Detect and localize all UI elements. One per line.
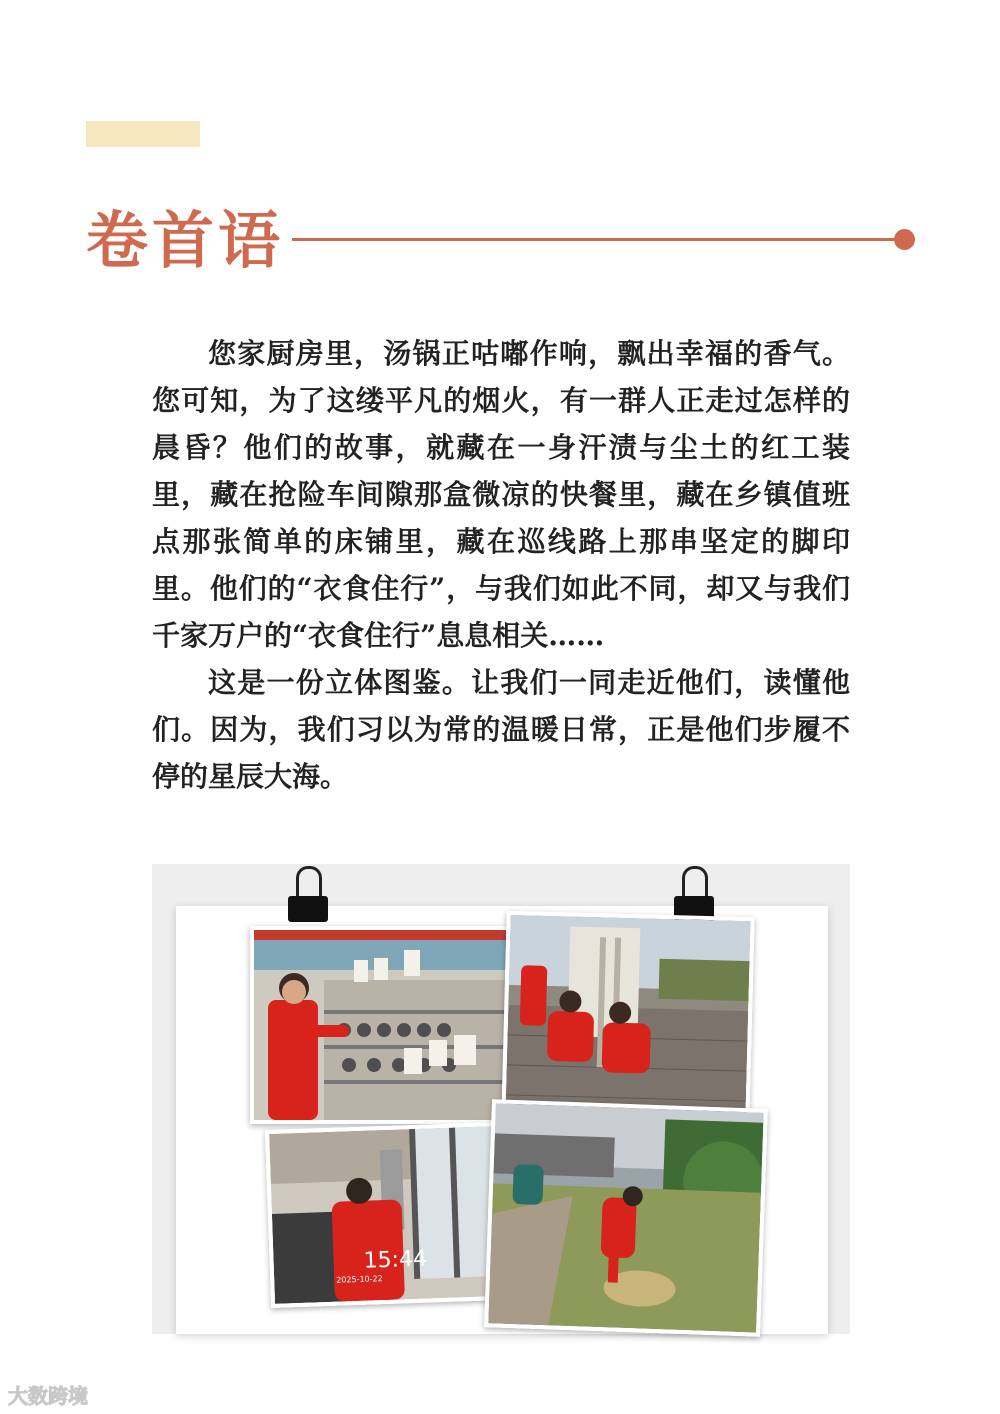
- photo-outdoor-repair: [501, 911, 754, 1125]
- accent-bar: [86, 121, 200, 147]
- paragraph-1: 您家厨房里，汤锅正咕嘟作响，飘出幸福的香气。您可知，为了这缕平凡的烟火，有一群人正走过怎样的晨昏？他们的故事，就藏在一身汗渍与尘土的红工装里，藏在抢险车间隙那盒微凉的快餐里，藏在乡镇值班点那张简单的床铺里，藏在巡线路上那串坚定的脚印里。他们的“衣食住行”，与我们如此不同，却又与我们千家万户的“衣食住行”息息相关……: [152, 337, 850, 652]
- paragraph-2: 这是一份立体图鉴。让我们一同走近他们，读懂他们。因为，我们习以为常的温暖日常，正是他们步履不停的星辰大海。: [152, 666, 850, 793]
- photo-date-stamp: 2025-10-22: [336, 1274, 383, 1285]
- photo-kitchen-inspection: [265, 1122, 505, 1308]
- photo-time-stamp: 15:44: [363, 1246, 428, 1274]
- photo-pipeline-patrol: [484, 1099, 768, 1336]
- watermark-text: 大数跨境: [8, 1384, 88, 1408]
- title-dot: [894, 229, 915, 250]
- page-title: 卷首语: [86, 204, 285, 277]
- title-rule: [292, 238, 898, 241]
- photo-meter-workshop: [250, 926, 510, 1124]
- preface-text: [152, 330, 850, 800]
- binder-clip-left-icon: [288, 866, 328, 926]
